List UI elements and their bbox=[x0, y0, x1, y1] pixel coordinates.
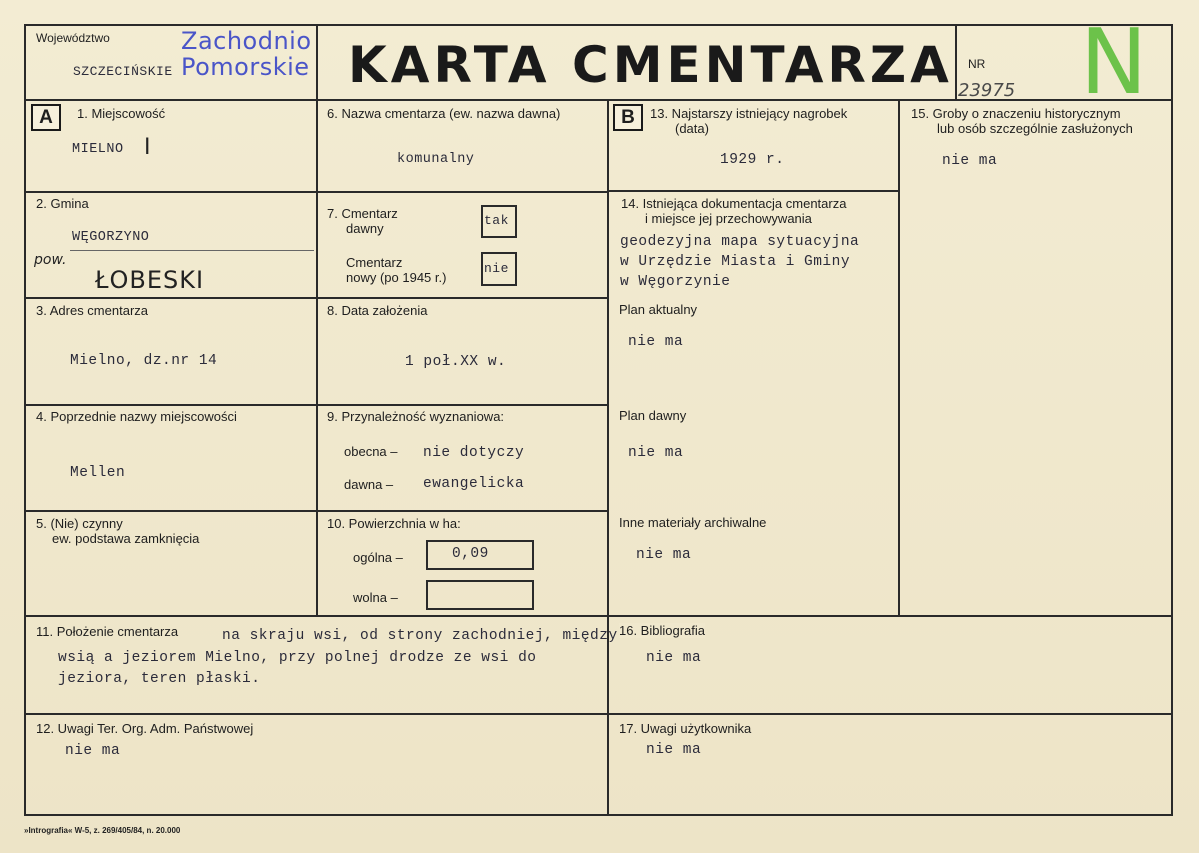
divider bbox=[24, 615, 1173, 617]
divider bbox=[607, 99, 609, 816]
field-8-value: 1 poł.XX w. bbox=[405, 354, 507, 370]
field-12-label: 12. Uwagi Ter. Org. Adm. Państwowej bbox=[36, 721, 254, 736]
field-9-current-label: obecna – bbox=[344, 444, 398, 459]
field-2-value: WĘGORZYNO bbox=[72, 230, 150, 245]
field-17-value: nie ma bbox=[646, 742, 702, 758]
field-10-free-label: wolna – bbox=[353, 590, 398, 605]
plan-current-label: Plan aktualny bbox=[619, 302, 698, 317]
field-14-label-line2: i miejsce jej przechowywania bbox=[645, 211, 812, 226]
field-6-label: 6. Nazwa cmentarza (ew. nazwa dawna) bbox=[327, 106, 561, 121]
field-13-label-line1: 13. Najstarszy istniejący nagrobek bbox=[650, 106, 848, 121]
field-4-value: Mellen bbox=[70, 465, 126, 481]
plan-current-value: nie ma bbox=[628, 334, 684, 350]
field-13-label-line2: (data) bbox=[675, 121, 709, 136]
field-9-label: 9. Przynależność wyznaniowa: bbox=[327, 409, 505, 424]
field-7-new-value: nie bbox=[484, 261, 509, 276]
divider bbox=[24, 191, 608, 193]
field-1-label: 1. Miejscowość bbox=[77, 106, 166, 121]
archive-label: Inne materiały archiwalne bbox=[619, 515, 767, 530]
divider bbox=[24, 713, 1173, 715]
field-2-underline bbox=[70, 250, 314, 251]
field-14-line1: geodezyjna mapa sytuacyjna bbox=[620, 234, 860, 250]
field-2-pow-value: ŁOBESKI bbox=[95, 266, 205, 294]
field-11-line2: wsią a jeziorem Mielno, przy polnej drodze ze wsi do bbox=[58, 650, 537, 666]
field-9-former-value: ewangelicka bbox=[423, 476, 525, 492]
field-12-value: nie ma bbox=[65, 743, 121, 759]
field-3-label: 3. Adres cmentarza bbox=[36, 303, 148, 318]
field-15-label-line2: lub osób szczególnie zasłużonych bbox=[937, 121, 1133, 136]
field-9-former-label: dawna – bbox=[344, 477, 394, 492]
field-2-pow-label: pow. bbox=[34, 252, 67, 268]
nr-letter-mark: N bbox=[1080, 10, 1148, 115]
plan-former-value: nie ma bbox=[628, 445, 684, 461]
field-6-value: komunalny bbox=[397, 152, 475, 167]
field-9-current-value: nie dotyczy bbox=[423, 445, 525, 461]
plan-former-label: Plan dawny bbox=[619, 408, 687, 423]
divider bbox=[608, 190, 899, 192]
field-5-label-line2: ew. podstawa zamknięcia bbox=[52, 531, 200, 546]
field-14-label-line1: 14. Istniejąca dokumentacja cmentarza bbox=[621, 196, 847, 211]
field-16-label: 16. Bibliografia bbox=[619, 623, 705, 638]
field-11-line1: na skraju wsi, od strony zachodniej, między bbox=[222, 628, 618, 644]
field-15-label-line1: 15. Groby o znaczeniu historycznym bbox=[911, 106, 1121, 121]
divider bbox=[24, 404, 608, 406]
page-title: KARTA CMENTARZA bbox=[348, 36, 953, 94]
field-1-value: MIELNO bbox=[72, 142, 124, 157]
field-1-mark: I bbox=[144, 135, 151, 160]
field-14-line3: w Węgorzynie bbox=[620, 274, 731, 290]
field-13-value: 1929 r. bbox=[720, 152, 785, 168]
field-14-line2: w Urzędzie Miasta i Gminy bbox=[620, 254, 851, 270]
printer-imprint: »Intrografia« W-5, z. 269/405/84, n. 20.000 bbox=[24, 826, 181, 835]
field-10-free-box bbox=[426, 580, 534, 610]
nr-label: NR bbox=[968, 57, 986, 71]
field-5-label-line1: 5. (Nie) czynny bbox=[36, 516, 123, 531]
field-7-new-label-line1: Cmentarz bbox=[346, 255, 403, 270]
divider bbox=[24, 297, 608, 299]
nr-value: 23975 bbox=[958, 80, 1016, 101]
field-3-value: Mielno, dz.nr 14 bbox=[70, 353, 218, 369]
section-b-badge: B bbox=[613, 104, 643, 131]
archive-value: nie ma bbox=[636, 547, 692, 563]
field-10-total-label: ogólna – bbox=[353, 550, 403, 565]
field-2-label: 2. Gmina bbox=[36, 196, 89, 211]
field-17-label: 17. Uwagi użytkownika bbox=[619, 721, 752, 736]
field-15-value: nie ma bbox=[942, 153, 998, 169]
stamp-line1: Zachodnio bbox=[181, 27, 312, 55]
divider bbox=[955, 24, 957, 101]
voivodeship-value: SZCZECIŃSKIE bbox=[73, 64, 173, 79]
field-11-line3: jeziora, teren płaski. bbox=[58, 671, 261, 687]
field-10-label: 10. Powierzchnia w ha: bbox=[327, 516, 461, 531]
section-a-badge: A bbox=[31, 104, 61, 131]
field-7-old-label-line1: 7. Cmentarz bbox=[327, 206, 398, 221]
divider bbox=[24, 510, 608, 512]
divider bbox=[316, 24, 318, 616]
field-10-total-value: 0,09 bbox=[452, 546, 489, 562]
field-16-value: nie ma bbox=[646, 650, 702, 666]
field-8-label: 8. Data założenia bbox=[327, 303, 428, 318]
field-4-label: 4. Poprzednie nazwy miejscowości bbox=[36, 409, 237, 424]
stamp-line2: Pomorskie bbox=[181, 53, 310, 81]
field-7-new-label-line2: nowy (po 1945 r.) bbox=[346, 270, 447, 285]
voivodeship-label: Województwo bbox=[36, 31, 110, 45]
field-7-old-value: tak bbox=[484, 213, 509, 228]
field-7-old-label-line2: dawny bbox=[346, 221, 384, 236]
field-11-label: 11. Położenie cmentarza bbox=[36, 624, 179, 639]
divider bbox=[898, 99, 900, 616]
